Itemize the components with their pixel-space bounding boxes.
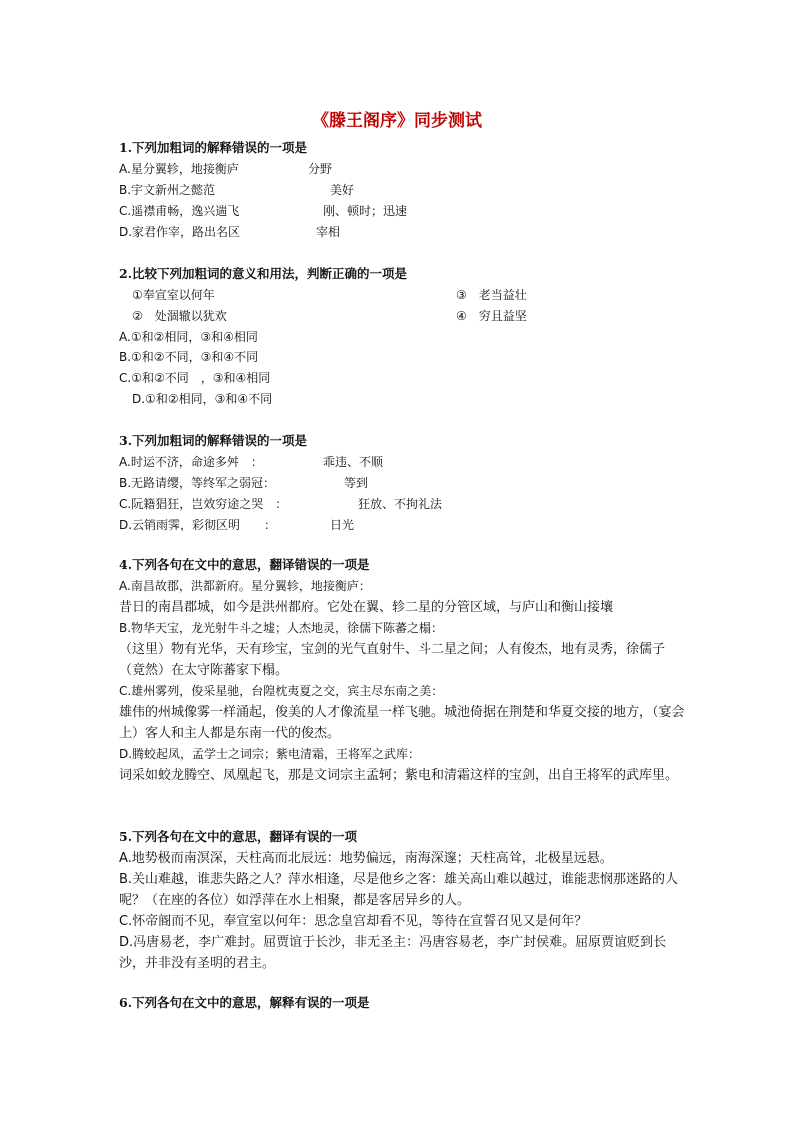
q2-sentence-4: ④ 穷且益坚 [456,309,527,323]
q5-option-a: A.地势极而南溟深，天柱高而北辰远：地势偏远，南海深邃；天柱高耸，北极星远悬。 [119,851,613,866]
q5-option-b: B.关山难越，谁悲失路之人？萍水相逢，尽是他乡之客：雄关高山难以越过，谁能悲悯那迷路的人呢？（在座的各位）如浮萍在水上相聚，都是客居异乡的人。 [119,872,679,908]
q3-option-a: A.时运不济，命途多舛 ： [119,455,263,469]
q4-option-b-translation: （这里）物有光华，天有珍宝，宝剑的光气直射牛、斗二星之间；人有俊杰，地有灵秀，徐儒子（竟然）在太守陈蕃家下榻。 [119,642,666,678]
q4-option-a: A.南昌故郡，洪都新府。星分翼轸，地接衡庐： [119,579,371,593]
question-4-stem: 4.下列各句在文中的意思，翻译错误的一项是 [119,557,370,572]
q3-option-d-answer: 日光 [330,518,355,532]
q4-option-b: B.物华天宝，龙光射牛斗之墟；人杰地灵，徐儒下陈蕃之榻： [119,621,444,635]
q3-option-a-answer: 乖违、不顺 [323,455,384,469]
q2-sentence-1: ①奉宣室以何年 [132,288,215,302]
q5-option-d: D.冯唐易老，李广难封。屈贾谊于长沙，非无圣主：冯唐容易老，李广封侯难。屈原贾谊贬到长沙，并非没有圣明的君主。 [119,935,667,971]
question-3-stem: 3.下列加粗词的解释错误的一项是 [119,433,308,448]
q2-option-d: D.①和②相同，③和④不同 [132,392,273,406]
q2-option-c: C.①和②不同 ，③和④相同 [119,371,271,385]
q5-option-c: C.怀帝阍而不见，奉宣室以何年：思念皇宫却看不见，等待在宣誓召见又是何年？ [119,914,588,929]
q4-option-d: D.腾蛟起凤，孟学士之词宗；紫电清霜，王将军之武库： [119,747,421,761]
q1-option-d: D.家君作宰，路出名区 [119,225,241,239]
q3-option-b: B.无路请缨，等终军之弱冠： [119,476,276,490]
q2-option-a: A.①和②相同，③和④相同 [119,330,258,344]
q2-option-b: B.①和②不同，③和④不同 [119,350,259,364]
q1-option-d-answer: 宰相 [316,225,341,239]
q1-option-b: B.宇文新州之懿范 [119,183,216,197]
question-5-stem: 5.下列各句在文中的意思，翻译有误的一项 [119,829,358,844]
q2-sentence-3: ③ 老当益壮 [456,288,527,302]
q4-option-c-translation: 雄伟的州城像雾一样涌起，俊美的人才像流星一样飞驰。城池倚据在荆楚和华夏交接的地方，（宴会上）客人和主人都是东南一代的俊杰。 [119,705,685,741]
q3-option-c: C.阮籍猖狂，岂效穷途之哭 ： [119,497,288,511]
q3-option-b-answer: 等到 [344,476,369,490]
question-1-stem: 1.下列加粗词的解释错误的一项是 [119,140,308,155]
q4-option-a-translation: 昔日的南昌郡城，如今是洪州都府。它处在翼、轸二星的分管区域，与庐山和衡山接壤 [119,600,614,615]
q4-option-c: C.雄州雾列，俊采星驰，台隍枕夷夏之交，宾主尽东南之美： [119,684,444,698]
q1-option-a: A.星分翼轸，地接衡庐 [119,162,239,176]
q3-option-c-answer: 狂放、不拘礼法 [358,497,443,511]
document-title: 《滕王阁序》同步测试 [312,111,482,131]
q2-sentence-2: ② 处涸辙以犹欢 [132,309,227,323]
q1-option-b-answer: 美好 [330,183,355,197]
q1-option-a-answer: 分野 [308,162,333,176]
q4-option-d-translation: 词采如蛟龙腾空、凤凰起飞，那是文词宗主孟轲；紫电和清霜这样的宝剑，出自王将军的武库里。 [119,768,679,783]
question-2-stem: 2.比较下列加粗词的意义和用法，判断正确的一项是 [119,266,408,281]
q1-option-c-answer: 刚、顿时；迅速 [323,204,408,218]
question-6-stem: 6.下列各句在文中的意思，解释有误的一项是 [119,995,370,1010]
q1-option-c: C.遥襟甫畅，逸兴遄飞 [119,204,240,218]
q3-option-d: D.云销雨霁，彩彻区明 ： [119,518,277,532]
